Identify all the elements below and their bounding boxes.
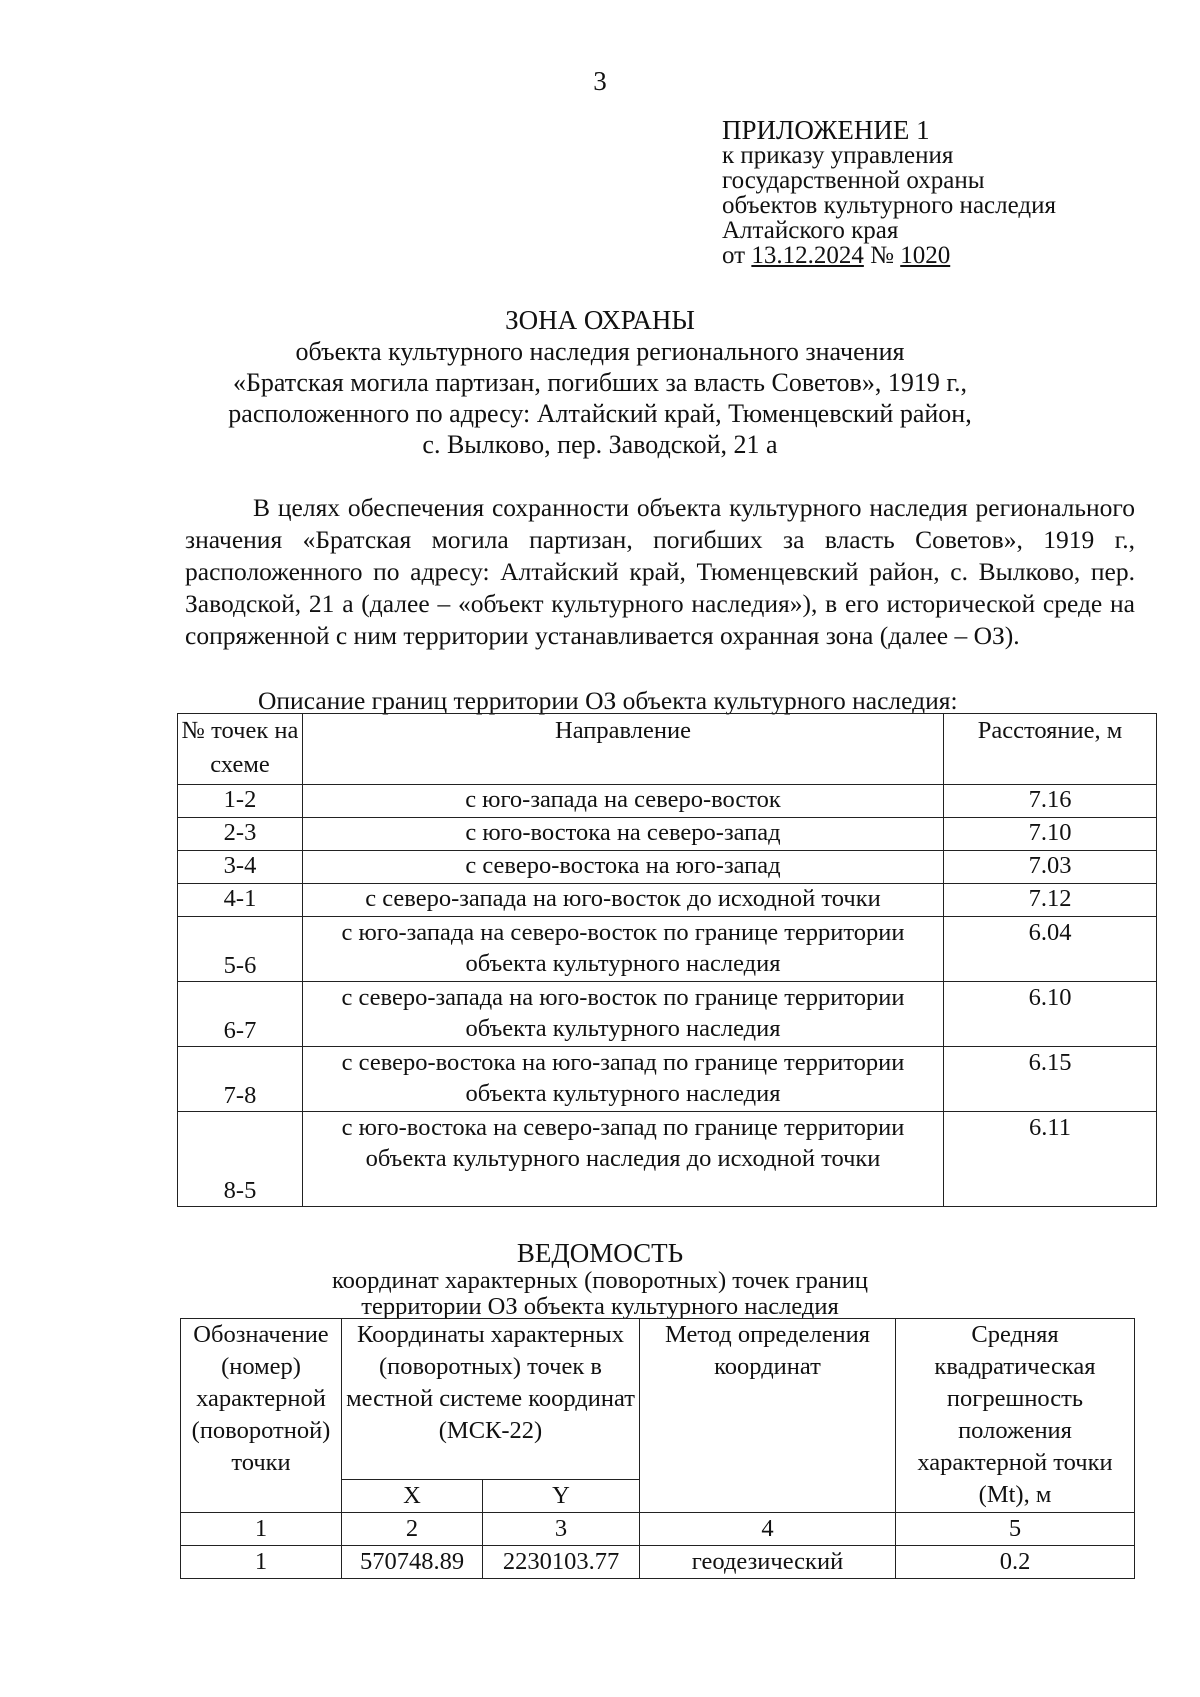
coord-y: 2230103.77: [483, 1546, 640, 1579]
row-points: 3-4: [178, 851, 303, 884]
page-number: 3: [593, 66, 607, 96]
coords-header-row: [181, 1319, 1135, 1480]
table-row: [178, 884, 1157, 917]
number-sign: №: [870, 242, 894, 269]
appendix-line: государственной охраны: [722, 167, 985, 194]
row-direction: с юго-востока на северо-запад по границе территории объекта культурного наследия до исходной точки: [303, 1112, 944, 1207]
row-distance: 7.10: [944, 818, 1157, 851]
appendix-line: объектов культурного наследия: [722, 192, 1056, 219]
column-number-row: [181, 1513, 1135, 1546]
heading-line: объекта культурного наследия регионального значения: [295, 337, 905, 366]
appendix-block: [722, 115, 1056, 269]
appendix-title: ПРИЛОЖЕНИЕ 1: [722, 115, 930, 145]
column-number: 3: [483, 1513, 640, 1546]
header-coordinates: Координаты характерных (поворотных) точек в местной системе координат (МСК-22): [342, 1319, 640, 1480]
header-x: X: [342, 1480, 483, 1513]
heading-line: с. Вылково, пер. Заводской, 21 а: [422, 430, 778, 459]
row-direction: с северо-запада на юго-восток до исходной точки: [303, 884, 944, 917]
boundary-table-caption: Описание границ территории ОЗ объекта культурного наследия:: [258, 686, 958, 715]
appendix-date-line: [722, 243, 1056, 268]
row-points: 1-2: [178, 785, 303, 818]
coord-x: 570748.89: [342, 1546, 483, 1579]
row-points: 8-5: [178, 1112, 303, 1207]
table-header-row: [178, 714, 1157, 785]
document-heading: [0, 305, 1200, 460]
row-direction: с северо-востока на юго-запад по границе территории объекта культурного наследия: [303, 1047, 944, 1112]
header-y: Y: [483, 1480, 640, 1513]
column-number: 5: [896, 1513, 1135, 1546]
row-distance: 6.15: [944, 1047, 1157, 1112]
coord-method: геодезический: [640, 1546, 896, 1579]
paragraph-text: В целях обеспечения сохранности объекта культурного наследия регионального значения «Братская могила партизан, погибших за власть Советов», 1919 г., расположенного по адресу: Алтайский край, Тюменцевский район, с. Вылково, пер. Заводской, 21 а (далее – «объект культурного наследия»), в его исторической среде на сопряженной с ним территории устанавливается охранная зона (далее – ОЗ).: [185, 493, 1135, 650]
heading-line: «Братская могила партизан, погибших за власть Советов», 1919 г.,: [232, 368, 968, 397]
column-number: 2: [342, 1513, 483, 1546]
row-points: 4-1: [178, 884, 303, 917]
boundary-table: [177, 713, 1157, 1207]
coordinates-subtitle-line: координат характерных (поворотных) точек границ: [331, 1267, 869, 1294]
row-direction: с юго-востока на северо-запад: [303, 818, 944, 851]
row-distance: 6.11: [944, 1112, 1157, 1207]
order-number: 1020: [900, 242, 951, 269]
row-direction: с северо-запада на юго-восток по границе территории объекта культурного наследия: [303, 982, 944, 1047]
coordinates-subtitle-line: территории ОЗ объекта культурного наследия: [361, 1293, 839, 1320]
table-row: [178, 818, 1157, 851]
table-row: [178, 982, 1157, 1047]
row-distance: 7.12: [944, 884, 1157, 917]
row-distance: 7.03: [944, 851, 1157, 884]
header-distance: Расстояние, м: [944, 714, 1157, 785]
row-points: 7-8: [178, 1047, 303, 1112]
header-error: Средняя квадратическая погрешность положения характерной точки (Mt), м: [896, 1319, 1135, 1513]
row-direction: с юго-запада на северо-восток: [303, 785, 944, 818]
header-method: Метод определения координат: [640, 1319, 896, 1513]
row-points: 5-6: [178, 917, 303, 982]
table-row: [178, 1112, 1157, 1207]
header-designation: Обозначение (номер) характерной (поворотной) точки: [181, 1319, 342, 1513]
coordinates-title: ВЕДОМОСТЬ: [516, 1238, 684, 1268]
intro-paragraph: [185, 492, 1135, 652]
row-points: 6-7: [178, 982, 303, 1047]
header-direction: Направление: [303, 714, 944, 785]
coord-point: 1: [181, 1546, 342, 1579]
coordinates-table: [180, 1318, 1135, 1579]
coordinates-heading: [0, 1238, 1200, 1320]
row-direction: с юго-запада на северо-восток по границе территории объекта культурного наследия: [303, 917, 944, 982]
coord-error: 0.2: [896, 1546, 1135, 1579]
date-prefix: от: [722, 242, 746, 269]
table-row: [178, 851, 1157, 884]
table-row: [178, 785, 1157, 818]
row-distance: 6.04: [944, 917, 1157, 982]
row-distance: 6.10: [944, 982, 1157, 1047]
heading-title: ЗОНА ОХРАНЫ: [505, 305, 695, 335]
table-row: [181, 1546, 1135, 1579]
order-date: 13.12.2024: [751, 242, 864, 269]
row-direction: с северо-востока на юго-запад: [303, 851, 944, 884]
row-distance: 7.16: [944, 785, 1157, 818]
table-row: [178, 1047, 1157, 1112]
table-row: [178, 917, 1157, 982]
heading-line: расположенного по адресу: Алтайский край, Тюменцевский район,: [228, 399, 972, 428]
column-number: 4: [640, 1513, 896, 1546]
appendix-line: к приказу управления: [722, 142, 954, 169]
appendix-line: Алтайского края: [722, 217, 899, 244]
row-points: 2-3: [178, 818, 303, 851]
column-number: 1: [181, 1513, 342, 1546]
header-points: № точек на схеме: [178, 714, 303, 785]
